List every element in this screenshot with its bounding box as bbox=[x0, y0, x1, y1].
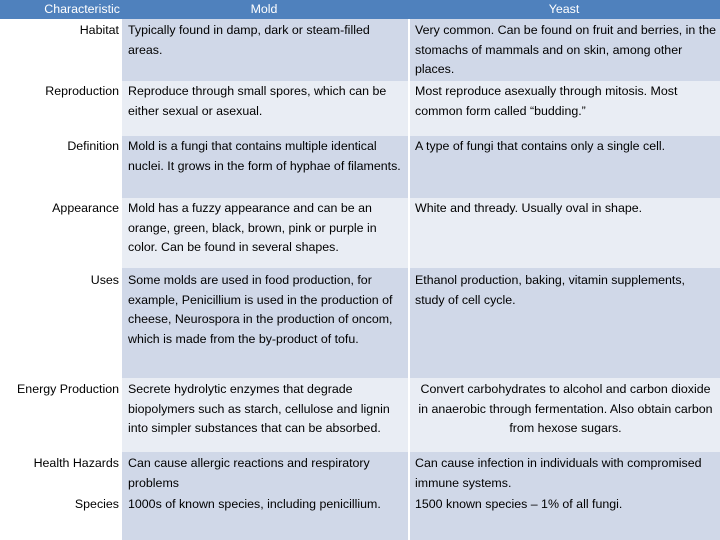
cell-habitat-yeast: Very common. Can be found on fruit and berries, in the stomachs of mammals and on skin, among other places. bbox=[415, 23, 716, 76]
header-yeast-label: Yeast bbox=[548, 2, 580, 16]
cell-health-hazards-mold: Can cause allergic reactions and respiratory problems bbox=[128, 456, 370, 490]
header-yeast bbox=[408, 0, 720, 19]
cell-species-yeast: 1500 known species – 1% of all fungi. bbox=[415, 497, 623, 511]
cell-health-hazards-yeast: Can cause infection in individuals with compromised immune systems. bbox=[415, 456, 702, 490]
header-mold bbox=[120, 0, 408, 19]
header-characteristic-label: Characteristic bbox=[44, 2, 120, 16]
table-header bbox=[0, 0, 720, 19]
cell-reproduction-mold: Reproduce through small spores, which can be either sexual or asexual. bbox=[128, 84, 387, 118]
row-label-uses: Uses bbox=[90, 273, 119, 287]
header-mold-label: Mold bbox=[250, 2, 278, 16]
cell-appearance-mold: Mold has a fuzzy appearance and can be an orange, green, black, brown, pink or purple in color. Can be found in several shapes. bbox=[128, 201, 377, 254]
row-label-reproduction: Reproduction bbox=[45, 84, 119, 98]
header-characteristic bbox=[0, 0, 120, 19]
cell-definition-yeast: A type of fungi that contains only a single cell. bbox=[415, 139, 666, 153]
cell-habitat-mold: Typically found in damp, dark or steam-filled areas. bbox=[128, 23, 370, 57]
row-label-habitat: Habitat bbox=[79, 23, 119, 37]
row-label-appearance: Appearance bbox=[52, 201, 119, 215]
cell-uses-yeast: Ethanol production, baking, vitamin supplements, study of cell cycle. bbox=[415, 273, 685, 307]
cell-energy-production-yeast: Convert carbohydrates to alcohol and carbon dioxide in anaerobic through fermentation. Also obtain carbon from hexose sugars. bbox=[418, 382, 713, 435]
cell-appearance-yeast: White and thready. Usually oval in shape. bbox=[415, 201, 643, 215]
row-label-species: Species bbox=[74, 497, 119, 511]
cell-energy-production-mold: Secrete hydrolytic enzymes that degrade biopolymers such as starch, cellulose and lignin into simpler substances that can be absorbed. bbox=[128, 382, 390, 435]
cell-uses-mold: Some molds are used in food production, for example, Penicillium is used in the production of cheese, Neurospora in the production of oncom, which is made from the by-product of tofu. bbox=[128, 273, 393, 346]
cell-reproduction-yeast: Most reproduce asexually through mitosis. Most common form called “budding.” bbox=[415, 84, 678, 118]
row-label-health-hazards: Health Hazards bbox=[33, 456, 119, 470]
row-label-energy-production: Energy Production bbox=[17, 382, 119, 396]
cell-species-mold: 1000s of known species, including penicillium. bbox=[128, 497, 381, 511]
row-label-definition: Definition bbox=[67, 139, 119, 153]
cell-definition-mold: Mold is a fungi that contains multiple identical nuclei. It grows in the form of hyphae of filaments. bbox=[128, 139, 401, 173]
